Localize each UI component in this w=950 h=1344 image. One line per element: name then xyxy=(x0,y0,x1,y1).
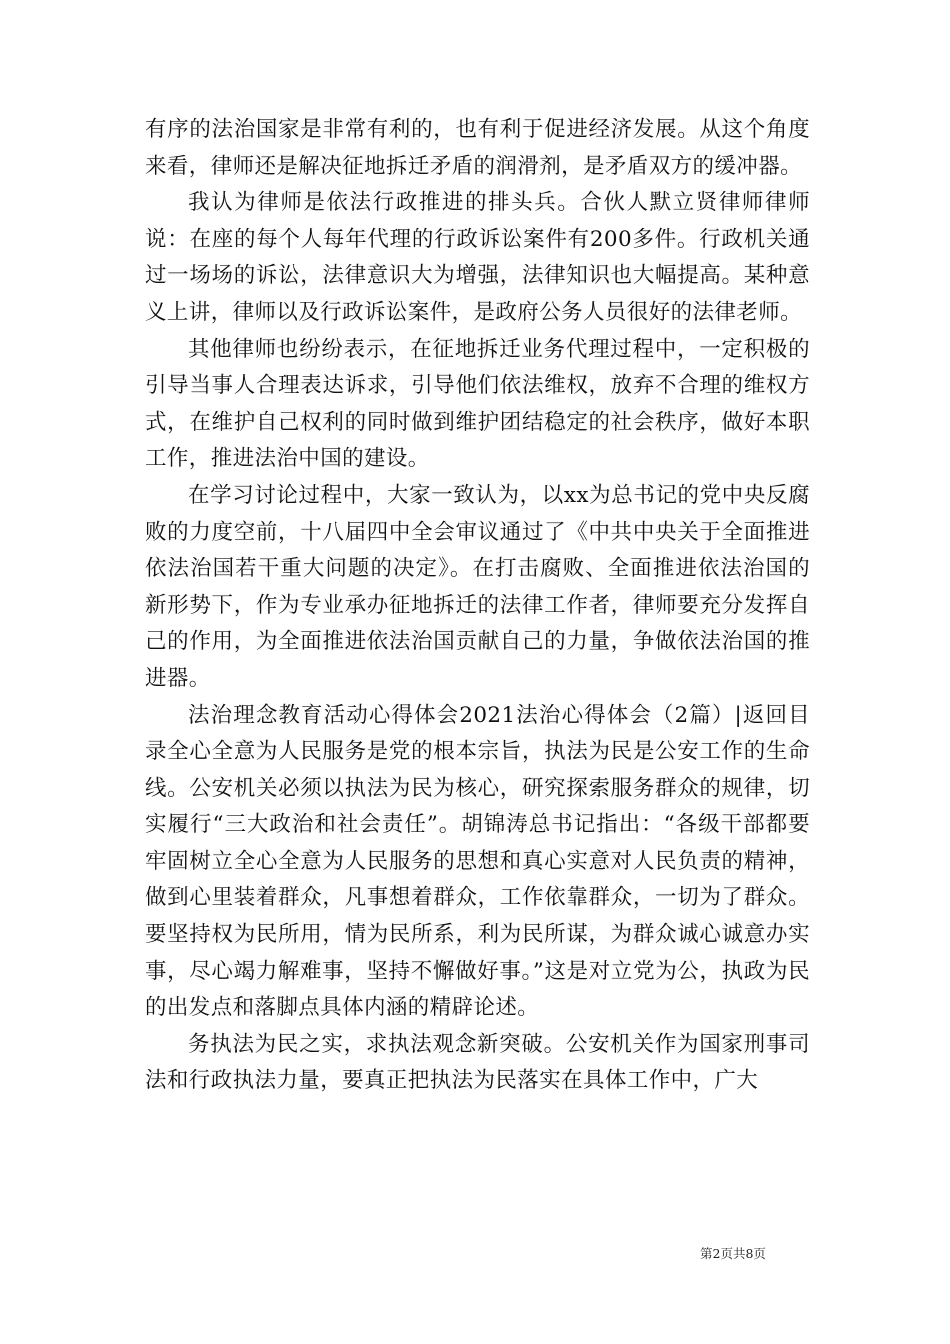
page-number-footer: 第2页共8页 xyxy=(700,1246,766,1261)
paragraph-education-activity: 法治理念教育活动心得体会2021法治心得体会（2篇）|返回目录全心全意为人民服务是党的根本宗旨，执法为民是公安工作的生命线。公安机关必须以执法为民为核心，研究探索服务群众的规律，切实履行“三大政治和社会责任”。胡锦涛总书记指出：“各级干部都要牢固树立全心全意为人民服务的思想和真心实意对人民负责的精神，做到心里装着群众，凡事想着群众，工作依靠群众，一切为了群众。要坚持权为民所用，情为民所系，利为民所谋，为群众诚心诚意办实事，尽心竭力解难事，坚持不懈做好事。”这是对立党为公，执政为民的出发点和落脚点具体内涵的精辟论述。 xyxy=(145,702,810,1021)
paragraph-continuation: 有序的法治国家是非常有利的，也有利于促进经济发展。从这个角度来看，律师还是解决征地拆迁矛盾的润滑剂，是矛盾双方的缓冲器。 xyxy=(145,117,810,179)
paragraph-law-enforcement: 务执法为民之实，求执法观念新突破。公安机关作为国家刑事司法和行政执法力量，要真正把执法为民落实在具体工作中，广大 xyxy=(145,1031,810,1094)
paragraph-lawyer-pioneer: 我认为律师是依法行政推进的排头兵。合伙人默立贤律师律师说：在座的每个人每年代理的行政诉讼案件有200多件。行政机关通过一场场的诉讼，法律意识大为增强，法律知识也大幅提高。某种意义上讲，律师以及行政诉讼案件，是政府公务人员很好的法律老师。 xyxy=(145,190,810,325)
paragraph-other-lawyers: 其他律师也纷纷表示，在征地拆迁业务代理过程中，一定积极的引导当事人合理表达诉求，引导他们依法维权，放弃不合理的维权方式，在维护自己权利的同时做到维护团结稳定的社会秩序，做好本职工作，推进法治中国的建设。 xyxy=(145,336,810,472)
paragraph-discussion: 在学习讨论过程中，大家一致认为，以xx为总书记的党中央反腐败的力度空前，十八届四中全会审议通过了《中共中央关于全面推进依法治国若干重大问题的决定》。在打击腐败、全面推进依法治国的新形势下，作为专业承办征地拆迁的法律工作者，律师要充分发挥自己的作用，为全面推进依法治国贡献自己的力量，争做依法治国的推进器。 xyxy=(145,482,810,691)
document-body xyxy=(145,112,810,1100)
